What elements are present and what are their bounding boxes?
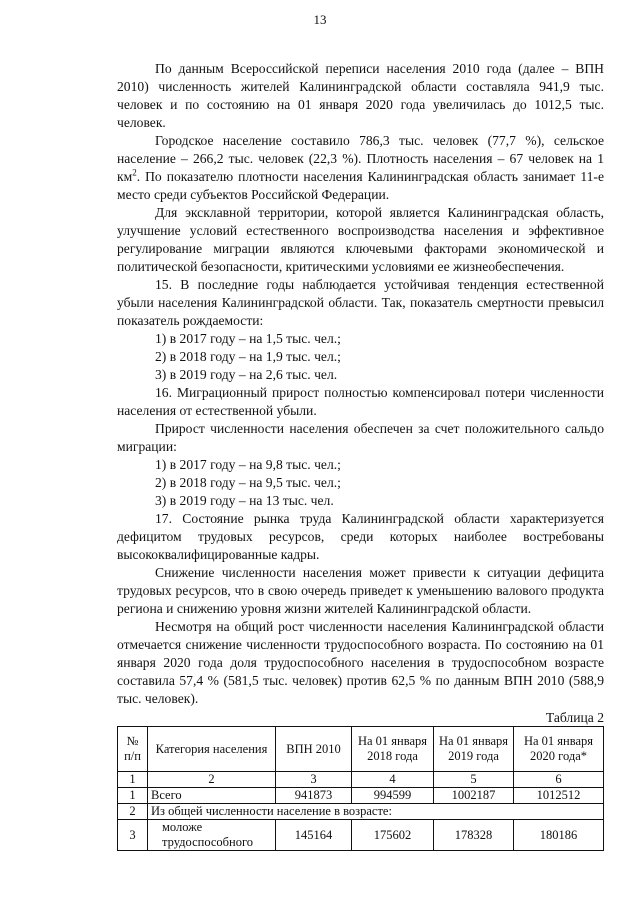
superscript-2: 2: [132, 167, 137, 178]
table-cell: моложе трудоспособного: [148, 820, 276, 851]
table-cell: Из общей численности население в возрасте:: [148, 804, 604, 820]
paragraph-exclave: Для эксклавной территории, которой является Калининградская область, улучшение условий естественного воспроизводства населения и эффективное регулирование миграции являются ключевыми факторами экономической и политической безопасности, критическими условиями ее жизнеобеспечения.: [117, 205, 604, 274]
paragraph-urban-rural: [117, 132, 604, 204]
table-cell: 1: [118, 772, 148, 788]
table-header-cell: № п/п: [118, 727, 148, 772]
paragraph-migration: 16. Миграционный прирост полностью компенсировал потери численности населения от естественной убыли.: [117, 385, 604, 418]
list-item: 2) в 2018 году – на 1,9 тыс. чел.;: [155, 349, 341, 364]
paragraph-labor-deficit: Снижение численности населения может привести к ситуации дефицита трудовых ресурсов, что в свою очередь приведет к уменьшению валового продукта региона и снижению уровня жизни жителей Калининградской области.: [117, 565, 604, 616]
table-cell: 2: [148, 772, 276, 788]
table-cell: 4: [352, 772, 434, 788]
table-cell: 180186: [514, 820, 604, 851]
table-header-cell: На 01 января 2018 года: [352, 727, 434, 772]
paragraph-labor-market: 17. Состояние рынка труда Калининградской области характеризуется дефицитом трудовых ресурсов, среди которых наиболее востребованы высококвалифицированные кадры.: [117, 511, 604, 562]
table-row: [118, 788, 604, 804]
list-item: 1) в 2017 году – на 9,8 тыс. чел.;: [155, 457, 341, 472]
table-cell: 145164: [276, 820, 352, 851]
table-cell: 2: [118, 804, 148, 820]
paragraph-working-age: Несмотря на общий рост численности населения Калининградской области отмечается снижение численности трудоспособного возраста. По состоянию на 01 января 2020 года доля трудоспособного населения в трудоспособном возрасте составила 57,4 % (581,5 тыс. человек) против 62,5 % по данным ВПН 2010 (588,9 тыс. человек).: [117, 619, 604, 706]
paragraph-urban-rural-a: Городское население составило 786,3 тыс. человек (77,7 %), сельское население – 266,2 тыс. человек (22,3 %). Плотность населения – 67 человек на 1 км: [117, 133, 604, 184]
table-cell: 175602: [352, 820, 434, 851]
list-item: 1) в 2017 году – на 1,5 тыс. чел.;: [155, 331, 341, 346]
table-cell: 1: [118, 788, 148, 804]
table-row: [118, 820, 604, 851]
table-cell: 3: [276, 772, 352, 788]
document-body: [117, 60, 604, 851]
paragraph-natural-decline: 15. В последние годы наблюдается устойчивая тенденция естественной убыли населения Калининградской области. Так, показатель смертности превысил показатель рождаемости:: [117, 277, 604, 328]
list-item: 2) в 2018 году – на 9,5 тыс. чел.;: [155, 475, 341, 490]
table-header-cell: ВПН 2010: [276, 727, 352, 772]
list-item: 3) в 2019 году – на 2,6 тыс. чел.: [155, 367, 338, 382]
table-header-cell: На 01 января 2019 года: [434, 727, 514, 772]
table-cell: 3: [118, 820, 148, 851]
table-caption: Таблица 2: [545, 710, 604, 725]
population-table: [117, 726, 604, 851]
table-cell: 994599: [352, 788, 434, 804]
paragraph-migration-balance: Прирост численности населения обеспечен за счет положительного сальдо миграции:: [117, 421, 604, 454]
page-number: 13: [313, 12, 327, 27]
table-header-row: [118, 727, 604, 772]
paragraph-census: По данным Всероссийской переписи населения 2010 года (далее – ВПН 2010) численность жителей Калининградской области составляла 941,9 тыс. человек и по состоянию на 01 января 2020 года увеличилась до 1012,5 тыс. человек.: [117, 61, 604, 130]
paragraph-urban-rural-b: . По показателю плотности населения Калининградская область занимает 11-е место среди субъектов Российской Федерации.: [117, 169, 604, 202]
table-cell: 1012512: [514, 788, 604, 804]
table-row: [118, 804, 604, 820]
table-cell: 941873: [276, 788, 352, 804]
table-cell: 1002187: [434, 788, 514, 804]
table-column-number-row: [118, 772, 604, 788]
table-header-cell: Категория населения: [148, 727, 276, 772]
table-cell: 5: [434, 772, 514, 788]
table-cell: 178328: [434, 820, 514, 851]
table-cell: 6: [514, 772, 604, 788]
table-cell: Всего: [148, 788, 276, 804]
table-header-cell: На 01 января 2020 года*: [514, 727, 604, 772]
list-item: 3) в 2019 году – на 13 тыс. чел.: [155, 493, 334, 508]
